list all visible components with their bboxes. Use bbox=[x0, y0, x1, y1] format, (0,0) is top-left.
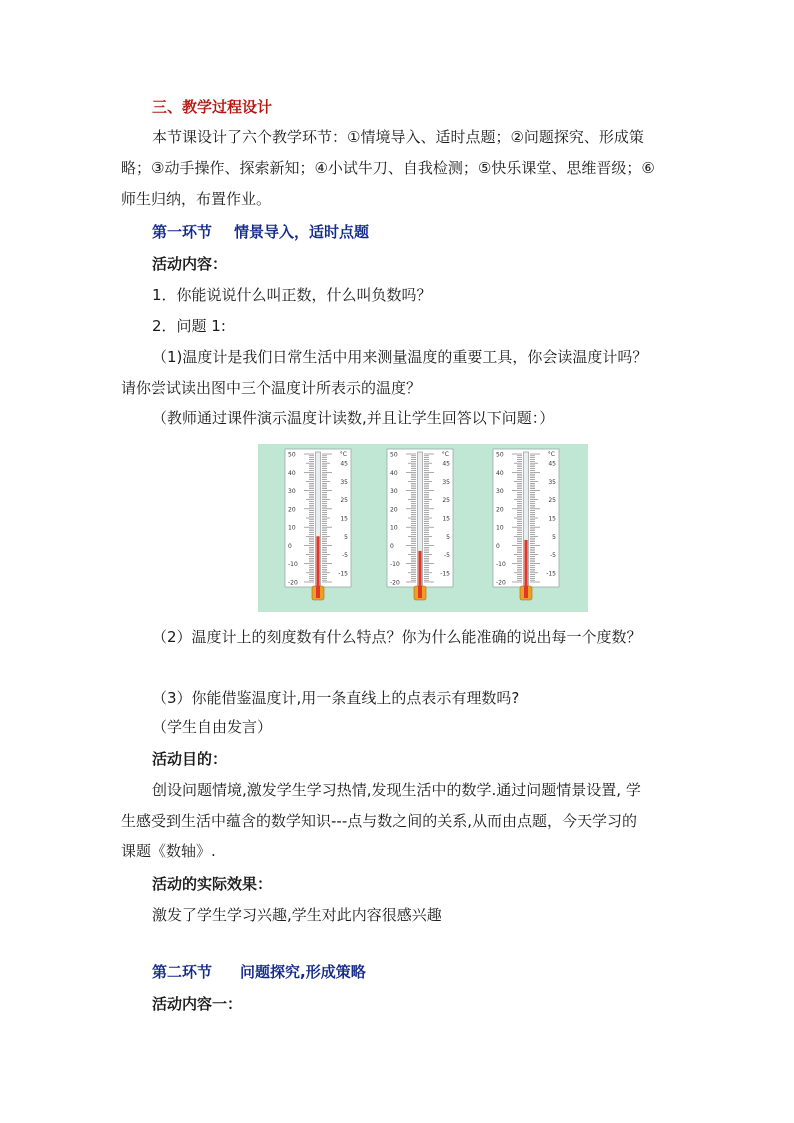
scale-label-left: 20 bbox=[390, 506, 398, 514]
scale-label-left: -20 bbox=[496, 579, 506, 587]
scale-label-right: 25 bbox=[340, 497, 348, 505]
unit-label: °C bbox=[441, 451, 449, 458]
scale-label-left: -20 bbox=[390, 579, 400, 587]
mercury-column bbox=[316, 536, 319, 586]
scale-label-left: 10 bbox=[390, 524, 398, 532]
scale-label-right: 45 bbox=[442, 460, 450, 468]
section-title: 三、教学过程设计 bbox=[152, 98, 273, 116]
step1-question-2-1a: （1)温度计是我们日常生活中用来测量温度的重要工具，你会读温度计吗？ bbox=[152, 348, 648, 366]
bulb-liquid bbox=[524, 586, 528, 598]
step1-heading bbox=[152, 221, 712, 243]
scale-label-right: 45 bbox=[548, 460, 556, 468]
scale-label-left: 50 bbox=[288, 451, 296, 459]
student-discussion-note: （学生自由发言） bbox=[152, 718, 273, 736]
scale-label-right: 25 bbox=[442, 497, 450, 505]
intro-line-2: 略；③动手操作、探索新知；④小试牛刀、自我检测；⑤快乐课堂、思维晋级；⑥ bbox=[121, 159, 655, 177]
step1-question-2-1b: 请你尝试读出图中三个温度计所表示的温度？ bbox=[121, 379, 422, 397]
scale-label-left: -10 bbox=[390, 561, 400, 569]
unit-label: °C bbox=[339, 451, 347, 458]
step1-title: 情景导入，适时点题 bbox=[234, 223, 370, 241]
scale-label-right: -15 bbox=[338, 570, 348, 578]
step1-content-label: 活动内容： bbox=[152, 255, 228, 273]
goal-line-1: 创设问题情境,激发学生学习热情,发现生活中的数学.通过问题情景设置, 学 bbox=[152, 781, 641, 799]
mercury-column bbox=[418, 551, 421, 586]
effect-label: 活动的实际效果： bbox=[152, 875, 273, 893]
scale-label-right: 35 bbox=[442, 478, 450, 486]
scale-label-left: -20 bbox=[288, 579, 298, 587]
scale-label-left: 30 bbox=[496, 488, 504, 496]
step2-label: 第二环节 bbox=[152, 963, 213, 981]
goal-line-2: 生感受到生活中蕴含的数学知识---点与数之间的关系,从而由点题，今天学习的 bbox=[121, 812, 638, 830]
scale-label-right: -5 bbox=[342, 552, 348, 560]
bulb-liquid bbox=[418, 586, 422, 598]
intro-line-3: 师生归纳，布置作业。 bbox=[121, 190, 272, 208]
step1-question-2-3: （3）你能借鉴温度计,用一条直线上的点表示有理数吗? bbox=[152, 689, 520, 707]
thermometer-1 bbox=[285, 449, 351, 600]
step1-question-1: 1．你能说说什么叫正数，什么叫负数吗？ bbox=[152, 286, 432, 304]
scale-label-right: 5 bbox=[446, 533, 450, 541]
intro-line-1: 本节课设计了六个教学环节：①情境导入、适时点题；②问题探究、形成策 bbox=[152, 128, 644, 146]
scale-label-right: 15 bbox=[442, 515, 450, 523]
scale-label-left: 0 bbox=[496, 542, 500, 550]
step2-content-label: 活动内容一： bbox=[152, 995, 243, 1013]
scale-label-right: -5 bbox=[550, 552, 556, 560]
scale-label-left: -10 bbox=[288, 561, 298, 569]
scale-label-left: 40 bbox=[390, 469, 398, 477]
step2-title: 问题探究,形成策略 bbox=[240, 963, 366, 981]
scale-label-left: 40 bbox=[288, 469, 296, 477]
scale-label-right: 35 bbox=[340, 478, 348, 486]
scale-label-right: -15 bbox=[546, 570, 556, 578]
scale-label-right: 35 bbox=[548, 478, 556, 486]
scale-label-right: 15 bbox=[340, 515, 348, 523]
mercury-column bbox=[524, 540, 527, 586]
scale-label-left: 0 bbox=[390, 542, 394, 550]
scale-label-left: 20 bbox=[496, 506, 504, 514]
scale-label-left: -10 bbox=[496, 561, 506, 569]
scale-label-left: 10 bbox=[496, 524, 504, 532]
step1-question-2: 2．问题 1: bbox=[152, 317, 226, 335]
scale-label-right: 5 bbox=[344, 533, 348, 541]
scale-label-left: 30 bbox=[288, 488, 296, 496]
teacher-note: （教师通过课件演示温度计读数,并且让学生回答以下问题：） bbox=[152, 409, 555, 427]
scale-label-right: 15 bbox=[548, 515, 556, 523]
thermometer-2 bbox=[387, 449, 453, 600]
scale-label-left: 0 bbox=[288, 542, 292, 550]
step1-label: 第一环节 bbox=[152, 223, 213, 241]
thermometer-3 bbox=[493, 449, 559, 600]
scale-label-right: 45 bbox=[340, 460, 348, 468]
step2-heading bbox=[152, 961, 712, 983]
goal-line-3: 课题《数轴》. bbox=[121, 842, 216, 860]
scale-label-right: -15 bbox=[440, 570, 450, 578]
thermometer-figure bbox=[258, 444, 588, 612]
scale-label-right: -5 bbox=[444, 552, 450, 560]
scale-label-left: 30 bbox=[390, 488, 398, 496]
bulb-liquid bbox=[316, 586, 320, 598]
unit-label: °C bbox=[547, 451, 555, 458]
goal-label: 活动目的： bbox=[152, 750, 228, 768]
scale-label-right: 25 bbox=[548, 497, 556, 505]
step1-question-2-2: （2）温度计上的刻度数有什么特点？你为什么能准确的说出每一个度数？ bbox=[152, 628, 642, 646]
scale-label-left: 50 bbox=[496, 451, 504, 459]
scale-label-left: 50 bbox=[390, 451, 398, 459]
effect-text: 激发了学生学习兴趣,学生对此内容很感兴趣 bbox=[152, 906, 442, 924]
scale-label-right: 5 bbox=[552, 533, 556, 541]
scale-label-left: 40 bbox=[496, 469, 504, 477]
scale-label-left: 20 bbox=[288, 506, 296, 514]
scale-label-left: 10 bbox=[288, 524, 296, 532]
